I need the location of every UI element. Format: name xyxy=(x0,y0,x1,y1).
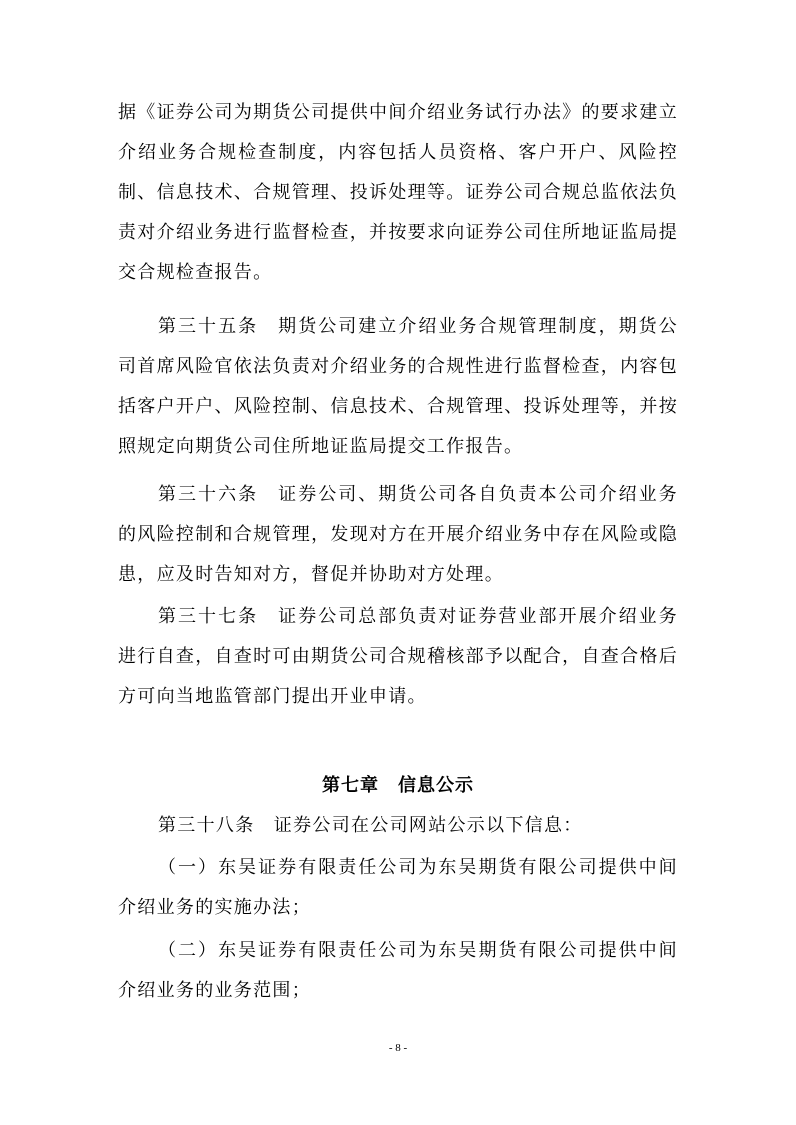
article-35: 第三十五条 期货公司建立介绍业务合规管理制度，期货公司首席风险官依法负责对介绍业务的合规性进行监督检查，内容包括客户开户、风险控制、信息技术、合规管理、投诉处理等，并按照规定向期货公司住所地证监局提交工作报告。 xyxy=(118,316,678,457)
article-38: 第三十八条 证券公司在公司网站公示以下信息： xyxy=(158,815,583,836)
list-item-1: （一）东吴证券有限责任公司为东吴期货有限公司提供中间介绍业务的实施办法； xyxy=(118,857,678,918)
page-number: - 8 - xyxy=(388,1042,408,1054)
list-item-2: （二）东吴证券有限责任公司为东吴期货有限公司提供中间介绍业务的业务范围； xyxy=(118,940,678,1001)
paragraph-continuation: 据《证券公司为期货公司提供中间介绍业务试行办法》的要求建立介绍业务合规检查制度，内容包括人员资格、客户开户、风险控制、信息技术、合规管理、投诉处理等。证券公司合规总监依法负责对介绍业务进行监督检查，并按要求向证券公司住所地证监局提交合规检查报告。 xyxy=(118,102,678,283)
chapter-title: 第七章 信息公示 xyxy=(322,775,474,796)
article-37: 第三十七条 证券公司总部负责对证券营业部开展介绍业务进行自查，自查时可由期货公司合规稽核部予以配合，自查合格后方可向当地监管部门提出开业申请。 xyxy=(118,606,678,707)
article-36: 第三十六条 证券公司、期货公司各自负责本公司介绍业务的风险控制和合规管理，发现对方在开展介绍业务中存在风险或隐患，应及时告知对方，督促并协助对方处理。 xyxy=(118,484,678,585)
